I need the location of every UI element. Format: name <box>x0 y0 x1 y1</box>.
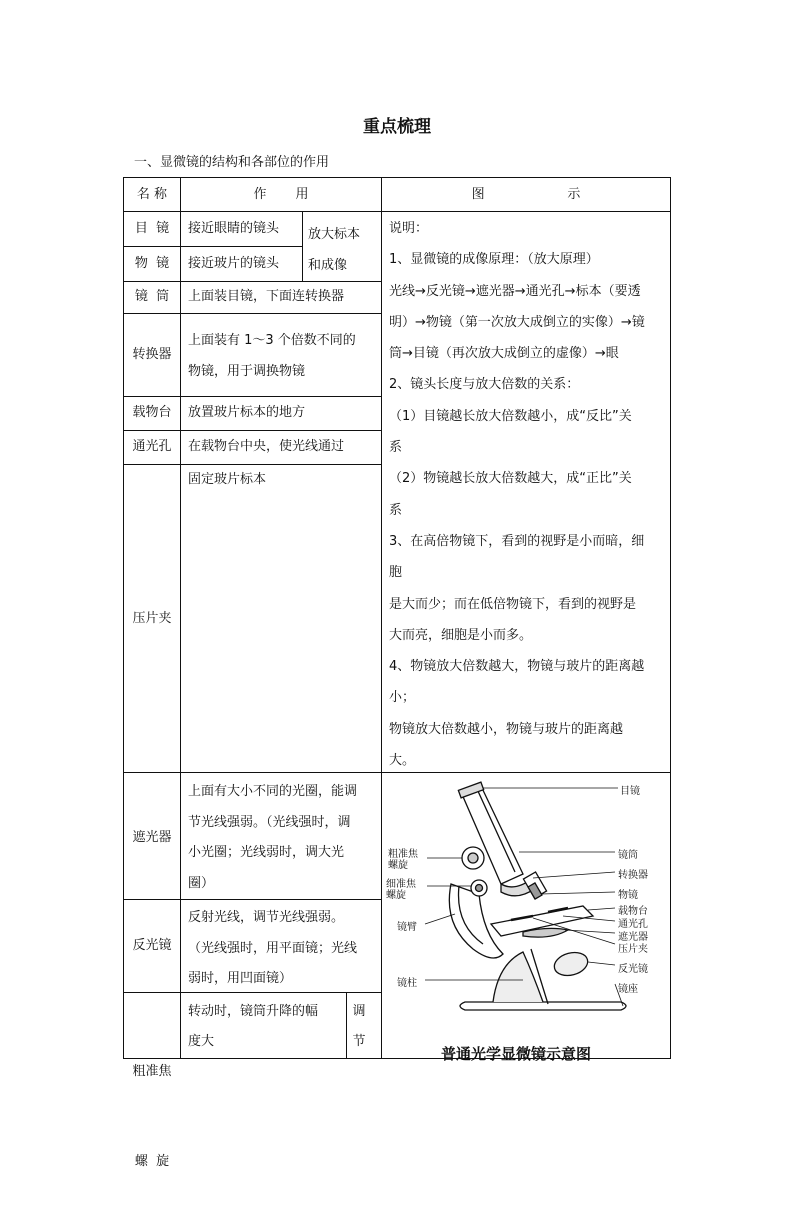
label-eyepiece: 目镜 <box>620 786 640 797</box>
row-diaphragm-name: 遮光器 <box>132 830 172 845</box>
page-title: 重点梳理 <box>363 117 431 137</box>
magnify-note: 放大标本 和成像 <box>308 227 361 273</box>
row-diaphragm-desc: 上面有大小不同的光圈，能调 节光线强弱。（光线强时，调 小光圈；光线弱时，调大光 圈） <box>188 784 358 891</box>
label-nosepiece: 转换器 <box>618 870 648 881</box>
label-base: 镜座 <box>618 984 638 995</box>
header-name: 名 称 <box>136 187 168 202</box>
row-tube-desc: 上面装目镜，下面连转换器 <box>188 289 345 304</box>
row-hole-desc: 在载物台中央，使光线通过 <box>188 439 345 454</box>
row-eyepiece-desc: 接近眼睛的镜头 <box>188 221 280 236</box>
row-coarse-desc: 转动时，镜筒升降的幅 度大 <box>188 1004 319 1049</box>
label-objective: 物镜 <box>618 890 638 901</box>
notes-block: 说明： 1、显微镜的成像原理：（放大原理） 光线→反光镜→遮光器→通光孔→标本（要透 明）→物镜（第一次放大成倒立的实像）→镜 筒→目镜（再次放大成倒立的虚像）→眼 2、镜头长度与放大倍数的关系： （1）目镜越长放大倍数越小，成“反比”关 系 （2）物镜越长放大倍数越大，成“正比”关 系 3、在高倍物镜下，看到的视野是小而暗，细 胞 是大而少；而在低倍物镜下，看到的视野是 大而亮，细胞是小而多。 4、物镜放大倍数越大，物镜与玻片的距离越 小； 物镜放大倍数越小，物镜与玻片的距离越 大。 <box>389 221 645 769</box>
label-mirror: 反光镜 <box>618 964 648 975</box>
row-clip-desc: 固定玻片标本 <box>188 472 267 487</box>
label-fine-focus: 细准焦 螺旋 <box>386 879 416 901</box>
header-function: 作 用 <box>253 187 309 202</box>
header-figure: 图 示 <box>471 187 581 202</box>
label-diaphragm: 遮光器 <box>618 932 648 943</box>
label-hole: 通光孔 <box>618 919 648 930</box>
row-nosepiece-desc: 上面装有 1～3 个倍数不同的 物镜，用于调换物镜 <box>188 333 356 379</box>
row-mirror-name: 反光镜 <box>132 938 172 953</box>
label-stage: 载物台 <box>618 906 648 917</box>
row-eyepiece-name: 目 镜 <box>134 221 170 236</box>
label-pillar: 镜柱 <box>397 978 417 989</box>
label-clip: 压片夹 <box>618 944 648 955</box>
row-mirror-desc: 反射光线，调节光线强弱。 （光线强时，用平面镜；光线 弱时，用凹面镜） <box>188 910 358 986</box>
row-coarse-name: 粗准焦 螺 旋 <box>132 1064 172 1169</box>
row-hole-name: 通光孔 <box>132 439 172 454</box>
row-stage-desc: 放置玻片标本的地方 <box>188 405 306 420</box>
row-coarse-extra: 调 节 <box>352 1004 366 1049</box>
row-tube-name: 镜 筒 <box>134 289 170 304</box>
row-objective-desc: 接近玻片的镜头 <box>188 256 280 271</box>
label-coarse-focus: 粗准焦 螺旋 <box>388 849 418 871</box>
section-heading: 一、显微镜的结构和各部位的作用 <box>134 155 330 170</box>
row-clip-name: 压片夹 <box>132 611 172 626</box>
row-objective-name: 物 镜 <box>134 256 170 271</box>
row-nosepiece-name: 转换器 <box>132 347 172 362</box>
diagram-caption: 普通光学显微镜示意图 <box>441 1045 592 1063</box>
row-stage-name: 载物台 <box>132 405 172 420</box>
label-tube: 镜筒 <box>618 850 638 861</box>
label-arm: 镜臂 <box>397 922 417 933</box>
